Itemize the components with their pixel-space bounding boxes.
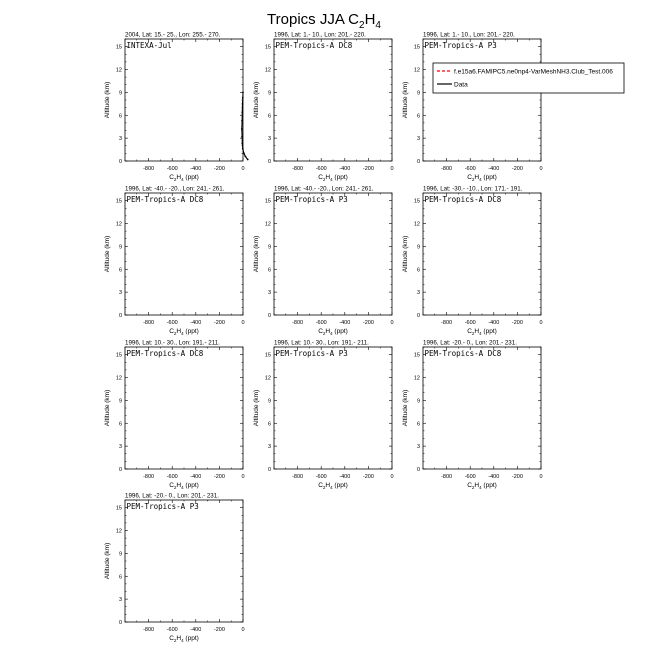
x-tick-label: -400: [488, 320, 500, 326]
data-point: [244, 156, 246, 158]
x-tick-label: 0: [390, 166, 394, 172]
y-axis-label: Altitude (km): [402, 235, 409, 273]
x-tick-label: -400: [190, 627, 202, 633]
y-tick-label: 3: [118, 444, 122, 451]
campaign-label: PEM-Tropics-A DC8: [424, 195, 502, 204]
x-tick-label: 0: [539, 474, 543, 480]
panel-3: [402, 32, 543, 183]
panel-9: [402, 340, 543, 491]
data-point: [241, 111, 243, 113]
x-tick-label: -800: [441, 320, 453, 326]
campaign-label: PEM-Tropics-A DC8: [424, 349, 502, 358]
y-tick-label: 15: [413, 352, 420, 359]
panel-header: 1996, Lat: 1.- 10., Lon: 201.- 220.: [423, 31, 515, 39]
y-tick-label: 6: [416, 421, 420, 428]
x-tick-label: -800: [441, 166, 453, 172]
x-tick-label: -200: [213, 627, 225, 633]
x-tick-label: -800: [441, 474, 453, 480]
figure-title: Tropics JJA $C_2H_4$: [267, 11, 381, 31]
x-tick-label: -600: [464, 474, 476, 480]
x-tick-label: -600: [464, 166, 476, 172]
plot-frame: [125, 347, 243, 469]
x-tick-label: -600: [166, 166, 178, 172]
x-tick-label: -400: [488, 474, 500, 480]
x-tick-label: -200: [213, 166, 225, 172]
y-tick-label: 3: [267, 444, 271, 451]
y-tick-label: 6: [118, 267, 122, 274]
y-tick-label: 6: [118, 421, 122, 428]
plot-frame: [274, 39, 392, 161]
x-axis-label: $C_2H_4$ (ppt): [169, 635, 199, 643]
x-tick-label: -400: [339, 166, 351, 172]
x-axis-label: $C_2H_4$ (ppt): [467, 482, 497, 490]
x-tick-label: -600: [166, 320, 178, 326]
x-axis-label: $C_2H_4$ (ppt): [169, 174, 199, 182]
panel-header: 1996, Lat: 10.- 30., Lon: 191.- 211.: [125, 339, 220, 347]
plot-frame: [125, 193, 243, 315]
campaign-label: PEM-Tropics-A P3: [424, 41, 497, 50]
legend-data-label: Data: [454, 81, 468, 89]
y-tick-label: 9: [416, 90, 420, 97]
panel-1: [104, 32, 249, 183]
y-axis-label: Altitude (km): [402, 389, 409, 427]
y-tick-label: 12: [264, 375, 271, 382]
y-tick-label: 9: [267, 244, 271, 251]
x-tick-label: -600: [464, 320, 476, 326]
y-tick-label: 15: [264, 44, 271, 51]
y-tick-label: 15: [115, 198, 122, 205]
y-axis-label: Altitude (km): [253, 235, 260, 273]
panel-4: [104, 186, 245, 337]
data-point: [241, 136, 243, 138]
legend-box: [433, 63, 624, 93]
y-tick-label: 0: [267, 313, 271, 319]
panel-header: 1996, Lat: -40.- -20., Lon: 241.- 261.: [125, 185, 225, 193]
y-tick-label: 9: [267, 90, 271, 97]
x-tick-label: -200: [213, 320, 225, 326]
data-point: [242, 91, 244, 93]
y-tick-label: 6: [118, 574, 122, 581]
x-tick-label: -200: [362, 166, 374, 172]
x-tick-label: -200: [511, 166, 523, 172]
data-point: [247, 159, 249, 161]
x-tick-label: -400: [339, 474, 351, 480]
x-tick-label: -600: [166, 474, 178, 480]
x-tick-label: -600: [166, 627, 178, 633]
x-axis-label: $C_2H_4$ (ppt): [169, 328, 199, 336]
x-tick-label: -800: [292, 474, 304, 480]
panel-10: [104, 493, 245, 644]
x-axis-label: $C_2H_4$ (ppt): [318, 482, 348, 490]
plot-frame: [274, 193, 392, 315]
legend: [433, 63, 624, 93]
panel-header: 1996, Lat: -20.- 0., Lon: 201.- 231.: [125, 492, 219, 500]
x-axis-label: $C_2H_4$ (ppt): [467, 174, 497, 182]
y-tick-label: 6: [267, 113, 271, 120]
panel-2: [253, 32, 394, 183]
x-tick-label: 0: [390, 320, 394, 326]
y-tick-label: 0: [416, 467, 420, 473]
y-axis-label: Altitude (km): [104, 81, 111, 119]
y-axis-label: Altitude (km): [253, 389, 260, 427]
x-tick-label: -200: [511, 474, 523, 480]
y-tick-label: 9: [416, 398, 420, 405]
campaign-label: PEM-Tropics-A P3: [126, 502, 199, 511]
y-tick-label: 12: [413, 221, 420, 228]
y-tick-label: 9: [416, 244, 420, 251]
y-tick-label: 3: [118, 290, 122, 297]
x-tick-label: -400: [190, 474, 202, 480]
x-axis-label: $C_2H_4$ (ppt): [318, 328, 348, 336]
y-tick-label: 0: [267, 159, 271, 165]
x-tick-label: -400: [190, 166, 202, 172]
x-tick-label: -400: [339, 320, 351, 326]
y-tick-label: 3: [267, 136, 271, 143]
x-tick-label: -600: [315, 474, 327, 480]
panel-header: 2004, Lat: 15.- 25., Lon: 255.- 270.: [125, 31, 221, 39]
x-tick-label: -400: [190, 320, 202, 326]
y-tick-label: 15: [264, 352, 271, 359]
data-point: [242, 97, 244, 99]
y-tick-label: 3: [267, 290, 271, 297]
x-tick-label: 0: [241, 627, 245, 633]
plot-frame: [125, 500, 243, 622]
y-axis-label: Altitude (km): [253, 81, 260, 119]
x-tick-label: 0: [241, 474, 245, 480]
y-axis-label: Altitude (km): [104, 389, 111, 427]
y-tick-label: 0: [267, 467, 271, 473]
x-tick-label: 0: [241, 320, 245, 326]
panel-header: 1996, Lat: -20.- 0., Lon: 201.- 231.: [423, 339, 517, 347]
plot-frame: [423, 347, 541, 469]
y-tick-label: 9: [118, 398, 122, 405]
panel-5: [253, 186, 394, 337]
x-tick-label: -200: [362, 320, 374, 326]
x-axis-label: $C_2H_4$ (ppt): [169, 482, 199, 490]
x-axis-label: $C_2H_4$ (ppt): [467, 328, 497, 336]
y-tick-label: 9: [118, 551, 122, 558]
y-tick-label: 3: [416, 136, 420, 143]
y-tick-label: 12: [115, 375, 122, 382]
data-point: [241, 143, 243, 145]
y-tick-label: 3: [118, 597, 122, 604]
x-tick-label: -800: [143, 320, 155, 326]
x-tick-label: -600: [315, 166, 327, 172]
data-point: [242, 148, 244, 150]
x-tick-label: -800: [292, 166, 304, 172]
panel-8: [253, 340, 394, 491]
plot-frame: [423, 193, 541, 315]
x-tick-label: 0: [539, 166, 543, 172]
y-tick-label: 0: [118, 467, 122, 473]
y-tick-label: 9: [118, 244, 122, 251]
x-tick-label: -800: [143, 474, 155, 480]
y-tick-label: 0: [416, 313, 420, 319]
y-tick-label: 12: [264, 67, 271, 74]
y-axis-label: Altitude (km): [402, 81, 409, 119]
campaign-label: PEM-Tropics-A DC8: [275, 41, 353, 50]
legend-model-label: f.e15a6.FAMIPC5.ne0np4-VarMeshNH3.Club_Test.006: [454, 68, 613, 76]
campaign-label: PEM-Tropics-A P3: [275, 195, 348, 204]
y-tick-label: 6: [416, 267, 420, 274]
panel-7: [104, 340, 245, 491]
x-tick-label: -200: [213, 474, 225, 480]
campaign-label: PEM-Tropics-A DC8: [126, 195, 204, 204]
panel-header: 1996, Lat: -40.- -20., Lon: 241.- 261.: [274, 185, 374, 193]
panel-header: 1996, Lat: -30.- -10., Lon: 171.- 191.: [423, 185, 523, 193]
panel-header: 1996, Lat: 1.- 10., Lon: 201.- 220.: [274, 31, 366, 39]
y-tick-label: 15: [115, 44, 122, 51]
y-tick-label: 12: [413, 375, 420, 382]
y-tick-label: 3: [416, 290, 420, 297]
y-tick-label: 9: [118, 90, 122, 97]
campaign-label: PEM-Tropics-A DC8: [126, 349, 204, 358]
x-tick-label: -800: [143, 166, 155, 172]
x-tick-label: -400: [488, 166, 500, 172]
y-tick-label: 15: [413, 198, 420, 205]
panels: [104, 32, 543, 644]
data-point: [242, 103, 244, 105]
y-tick-label: 0: [416, 159, 420, 165]
y-tick-label: 15: [115, 505, 122, 512]
data-point: [241, 120, 243, 122]
x-tick-label: -200: [362, 474, 374, 480]
y-tick-label: 15: [115, 352, 122, 359]
y-tick-label: 0: [118, 313, 122, 319]
y-tick-label: 12: [264, 221, 271, 228]
x-tick-label: 0: [241, 166, 245, 172]
y-tick-label: 9: [267, 398, 271, 405]
x-axis-label: $C_2H_4$ (ppt): [318, 174, 348, 182]
y-tick-label: 0: [118, 159, 122, 165]
y-tick-label: 6: [267, 267, 271, 274]
x-tick-label: 0: [539, 320, 543, 326]
plot-frame: [274, 347, 392, 469]
y-tick-label: 3: [416, 444, 420, 451]
plot-frame: [125, 39, 243, 161]
x-tick-label: -200: [511, 320, 523, 326]
y-tick-label: 6: [118, 113, 122, 120]
panel-6: [402, 186, 543, 337]
x-tick-label: -800: [292, 320, 304, 326]
y-axis-label: Altitude (km): [104, 235, 111, 273]
data-point: [241, 128, 243, 130]
data-point: [243, 152, 245, 154]
x-tick-label: -800: [143, 627, 155, 633]
y-tick-label: 12: [413, 67, 420, 74]
panel-header: 1996, Lat: 10.- 30., Lon: 191.- 211.: [274, 339, 369, 347]
y-tick-label: 3: [118, 136, 122, 143]
campaign-label: INTEXA-Jul: [126, 41, 172, 50]
y-tick-label: 12: [115, 528, 122, 535]
y-tick-label: 6: [416, 113, 420, 120]
y-axis-label: Altitude (km): [104, 542, 111, 580]
x-tick-label: -600: [315, 320, 327, 326]
y-tick-label: 15: [264, 198, 271, 205]
y-tick-label: 12: [115, 67, 122, 74]
campaign-label: PEM-Tropics-A P3: [275, 349, 348, 358]
x-tick-label: 0: [390, 474, 394, 480]
y-tick-label: 12: [115, 221, 122, 228]
y-tick-label: 6: [267, 421, 271, 428]
plot-frame: [423, 39, 541, 161]
y-tick-label: 0: [118, 620, 122, 626]
y-tick-label: 15: [413, 44, 420, 51]
